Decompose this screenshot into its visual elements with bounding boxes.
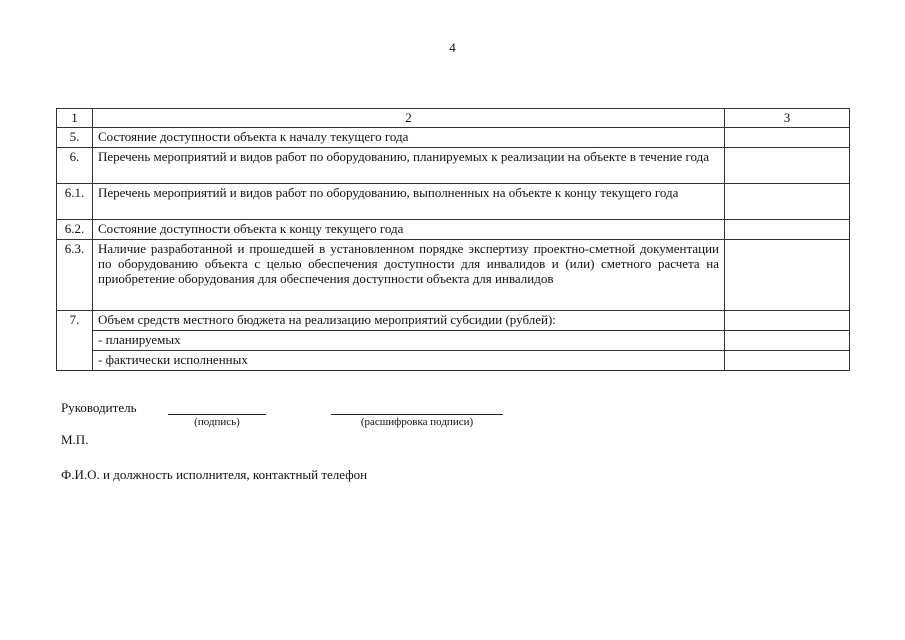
stamp-place: М.П. [61, 432, 89, 447]
table-row [57, 148, 850, 184]
table-row [57, 184, 850, 220]
row-number: 6.2. [57, 220, 93, 240]
table-row [57, 220, 850, 240]
signature-caption: (подпись) [194, 416, 240, 428]
row-value-cell [725, 128, 850, 148]
row-number: 7. [57, 311, 93, 371]
column-header-3: 3 [725, 109, 850, 128]
row-text: Объем средств местного бюджета на реализацию мероприятий субсидии (рублей): [93, 311, 725, 331]
row-number: 6. [57, 148, 93, 184]
table-row [57, 311, 850, 331]
name-decode-line [331, 414, 503, 415]
signature-line [168, 414, 266, 415]
table-header-row [57, 109, 850, 128]
report-table [56, 108, 850, 371]
row-value-cell [725, 148, 850, 184]
row-text: Наличие разработанной и прошедшей в установленном порядке экспертизу проектно-сметной документации по оборудованию объекта с целью обеспечения доступности для инвалидов и (или) сметного расчета на приобретение оборудования для обеспечения доступности объекта для инвалидов [93, 240, 725, 311]
table-subrow [57, 331, 850, 351]
table-subrow [57, 351, 850, 371]
head-label: Руководитель [61, 400, 137, 415]
row-value-cell [725, 220, 850, 240]
page-number: 4 [449, 40, 456, 55]
name-decode-caption: (расшифровка подписи) [360, 416, 474, 428]
executor-contact-label: Ф.И.О. и должность исполнителя, контактный телефон [61, 467, 368, 482]
row-value-cell [725, 184, 850, 220]
row-number: 6.3. [57, 240, 93, 311]
row-text: Перечень мероприятий и видов работ по оборудованию, выполненных на объекте к концу текущего года [93, 184, 725, 220]
row-value-cell [725, 311, 850, 331]
subrow-value-cell [725, 351, 850, 371]
row-number: 5. [57, 128, 93, 148]
row-number: 6.1. [57, 184, 93, 220]
subrow-value-cell [725, 331, 850, 351]
subrow-text: - фактически исполненных [93, 351, 725, 371]
row-value-cell [725, 240, 850, 311]
row-text: Состояние доступности объекта к концу текущего года [93, 220, 725, 240]
column-header-1: 1 [57, 109, 93, 128]
row-text: Перечень мероприятий и видов работ по оборудованию, планируемых к реализации на объекте в течение года [93, 148, 725, 184]
column-header-2: 2 [93, 109, 725, 128]
subrow-text: - планируемых [93, 331, 725, 351]
table-row [57, 240, 850, 311]
table-row [57, 128, 850, 148]
row-text: Состояние доступности объекта к началу текущего года [93, 128, 725, 148]
